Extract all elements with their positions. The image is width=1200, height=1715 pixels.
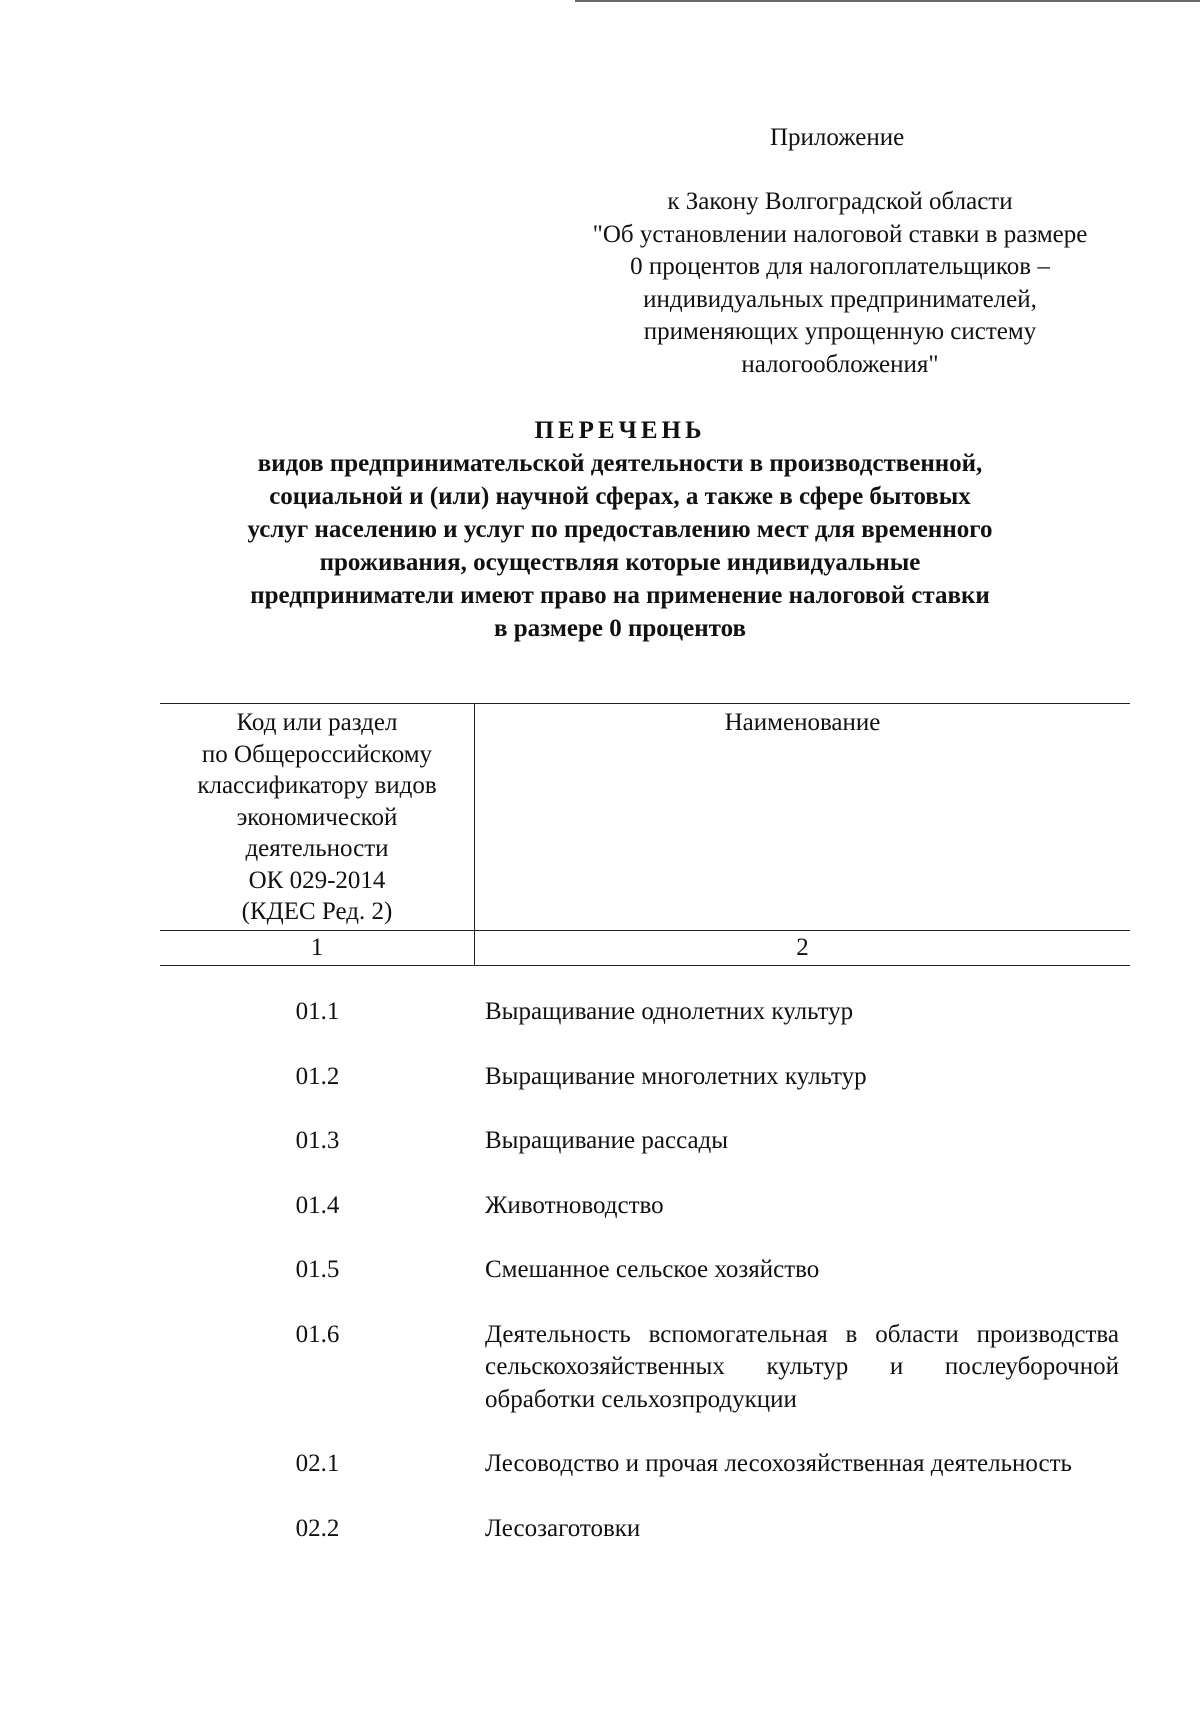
activity-code: 01.2 (295, 1062, 340, 1090)
table-row (160, 1513, 1130, 1546)
activity-code: 01.1 (295, 998, 340, 1025)
column-header-code-line: экономической (236, 803, 398, 831)
column-header-code-line: Код или раздел (236, 709, 398, 736)
heading-title: ПЕРЕЧЕНЬ (534, 417, 706, 444)
column-header-code-line: классификатору видов (197, 772, 437, 799)
table-row (160, 1319, 1130, 1417)
activity-code: 01.3 (295, 1127, 340, 1154)
activity-name: Лесозаготовки (485, 1514, 641, 1542)
heading-line: предприниматели имеют право на применение налоговой ставки (250, 582, 990, 609)
column-header-code-line: (КДЕС Ред. 2) (241, 898, 393, 925)
heading-line: услуг населению и услуг по предоставлению мест для временного (247, 516, 993, 543)
heading-line: социальной и (или) научной сферах, а также в сфере бытовых (269, 483, 971, 510)
document-heading (160, 414, 1080, 645)
activity-code: 01.4 (295, 1191, 340, 1219)
table-row (160, 1254, 1130, 1287)
activity-code: 02.2 (295, 1514, 340, 1542)
activity-code: 01.6 (295, 1320, 340, 1348)
activity-name: Выращивание рассады (485, 1127, 729, 1154)
activity-name: Выращивание многолетних культур (485, 1062, 867, 1090)
activity-name: Выращивание однолетних культур (485, 998, 854, 1025)
appendix-subtitle-line: к Закону Волгоградской области (667, 188, 1013, 215)
activity-name: Деятельность вспомогательная в области производства сельскохозяйственных культур и послеуборочной обработки сельхозпродукции (485, 1320, 1119, 1413)
appendix-subtitle (550, 186, 1130, 381)
activity-name: Животноводство (485, 1191, 664, 1219)
activity-name: Лесоводство и прочая лесохозяйственная деятельность (485, 1450, 1072, 1477)
table-body (160, 996, 1130, 1545)
table-row (160, 1125, 1130, 1158)
table-row (160, 996, 1130, 1029)
heading-line: видов предпринимательской деятельности в производственной, (257, 450, 983, 477)
column-number-2: 2 (796, 934, 809, 961)
activity-code: 02.1 (295, 1450, 340, 1477)
table-row (160, 1190, 1130, 1223)
column-header-code-line: ОК 029-2014 (248, 866, 386, 894)
table-header (160, 703, 1130, 966)
table-row (160, 1448, 1130, 1481)
appendix-subtitle-line: "Об установлении налоговой ставки в размере (592, 220, 1088, 248)
appendix-subtitle-line: налогообложения" (741, 350, 939, 378)
heading-line: в размере 0 процентов (493, 615, 746, 642)
activity-name: Смешанное сельское хозяйство (485, 1256, 820, 1283)
appendix-title: Приложение (770, 124, 905, 151)
table-header-row (160, 704, 1130, 931)
column-header-code-line: по Общероссийскому (201, 740, 433, 768)
column-header-code (160, 704, 475, 930)
column-number-1: 1 (160, 931, 475, 965)
heading-line: проживания, осуществляя которые индивидуальные (319, 549, 921, 576)
column-header-code-line: деятельности (245, 835, 389, 862)
appendix-subtitle-line: индивидуальных предпринимателей, (643, 285, 1037, 313)
column-number-row (160, 931, 1130, 966)
table-row (160, 1061, 1130, 1094)
appendix-subtitle-line: 0 процентов для налогоплательщиков – (630, 253, 1050, 280)
appendix-subtitle-line: применяющих упрощенную систему (643, 318, 1037, 345)
column-header-name: Наименование (724, 709, 881, 736)
scan-edge-mark (575, 0, 1200, 2)
activity-code: 01.5 (295, 1256, 340, 1283)
